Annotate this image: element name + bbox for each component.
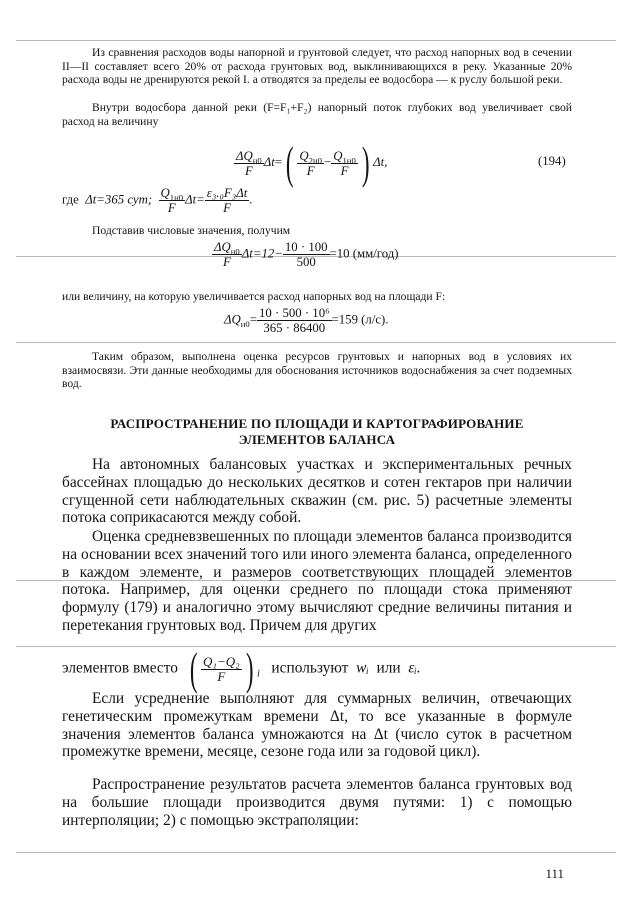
where-line: где Δt=365 сут; $\frac{Q_{1н0}}{F}$ Δt= $\frac{\text{ε₃.₀F₃Δt}}{F}$ .	[62, 186, 253, 215]
paragraph-1: Из сравнения расходов воды напорной и грунтовой следует, что расход напорных вод в сечении II—II составляет всего 20% от расхода грунтовых вод, выклинивающихся в реку. Указанные 20% расхода воды не дренируются рекой I. а отводятся за пределы ее водосбора — к руслу большой реки.	[62, 46, 572, 87]
scan-line	[16, 40, 616, 41]
paragraph-3: Таким образом, выполнена оценка ресурсов грунтовых и напорных вод в условиях их взаимосвязи. Эти данные необходимы для обоснования источников водоснабжения за счет подземных вод.	[62, 350, 572, 391]
equation-number: (194)	[538, 154, 566, 168]
body-paragraph-3: Если усреднение выполняют для суммарных величин, отвечающих генетическим промежуткам времени Δt, то все указанные в формуле значения элементов баланса умножаются на Δt (число суток в расчетном промежутке времени, месяце, сезоне года или за годовой цикл).	[62, 690, 572, 761]
scan-line	[16, 342, 616, 343]
substitute-text: Подставив числовые значения, получим	[92, 224, 291, 237]
equation-194: $\frac{\Delta Q_{н0}}{F}$ Δt=( $\frac{Q_{2н0}}{F}$ − $\frac{Q_{1н0}}{F}$ ) Δt,	[236, 137, 388, 188]
body-paragraph-4: Распространение результатов расчета элементов баланса грунтовых вод на большие площади производится двумя путями: 1) с помощью интерполяции; 2) с помощью экстраполяции:	[62, 776, 572, 829]
body-paragraph-2: Оценка средневзвешенных по площади элементов баланса производится на основании всех значений того или иного элемента баланса, определенного в каждом элементе, и размеров соответствующих площадей элементов потока. Например, для оценки среднего по площади стока применяют формулу (179) и аналогично этому вычисляют средние величины питания и перетекания грунтовых вод. Причем для других	[62, 528, 572, 634]
body-paragraph-1: На автономных балансовых участках и экспериментальных речных бассейнах площадью до нескольких десятков и сотен гектаров при наличии сгущенной сети наблюдательных скважин (см. рис. 5) расчетные элементы потока соприкасаются между собой.	[62, 456, 572, 527]
section-heading-line-2: ЭЛЕМЕНТОВ БАЛАНСА	[238, 432, 396, 447]
numeric-equation-1: $\frac{\Delta Q_{н0}}{F}$ Δt=12− $\frac{10 \cdot 100}{500}$ =10 (мм/год)	[214, 240, 399, 269]
scan-line	[16, 852, 616, 853]
inline-formula-line: элементов вместо ( $\frac{\text{Q₁−Q₂}}{F}$ ) $_i$ используют wᵢ или εᵢ.	[62, 643, 421, 694]
numeric-equation-2: $\Delta Q_{н0}=$ $\frac{\text{10 · 500 · 10⁶}}{365 \cdot 86400}$ =159 (л/с).	[224, 306, 389, 335]
page-number: 111	[545, 866, 564, 881]
or-text: или величину, на которую увеличивается расход напорных вод на площади F:	[62, 290, 446, 303]
section-heading-line-1: РАСПРОСТРАНЕНИЕ ПО ПЛОЩАДИ И КАРТОГРАФИРОВАНИЕ	[110, 416, 524, 431]
paragraph-2: Внутри водосбора данной реки (F=F₁+F₂) напорный поток глубоких вод увеличивает свой расход на величину	[62, 101, 572, 128]
